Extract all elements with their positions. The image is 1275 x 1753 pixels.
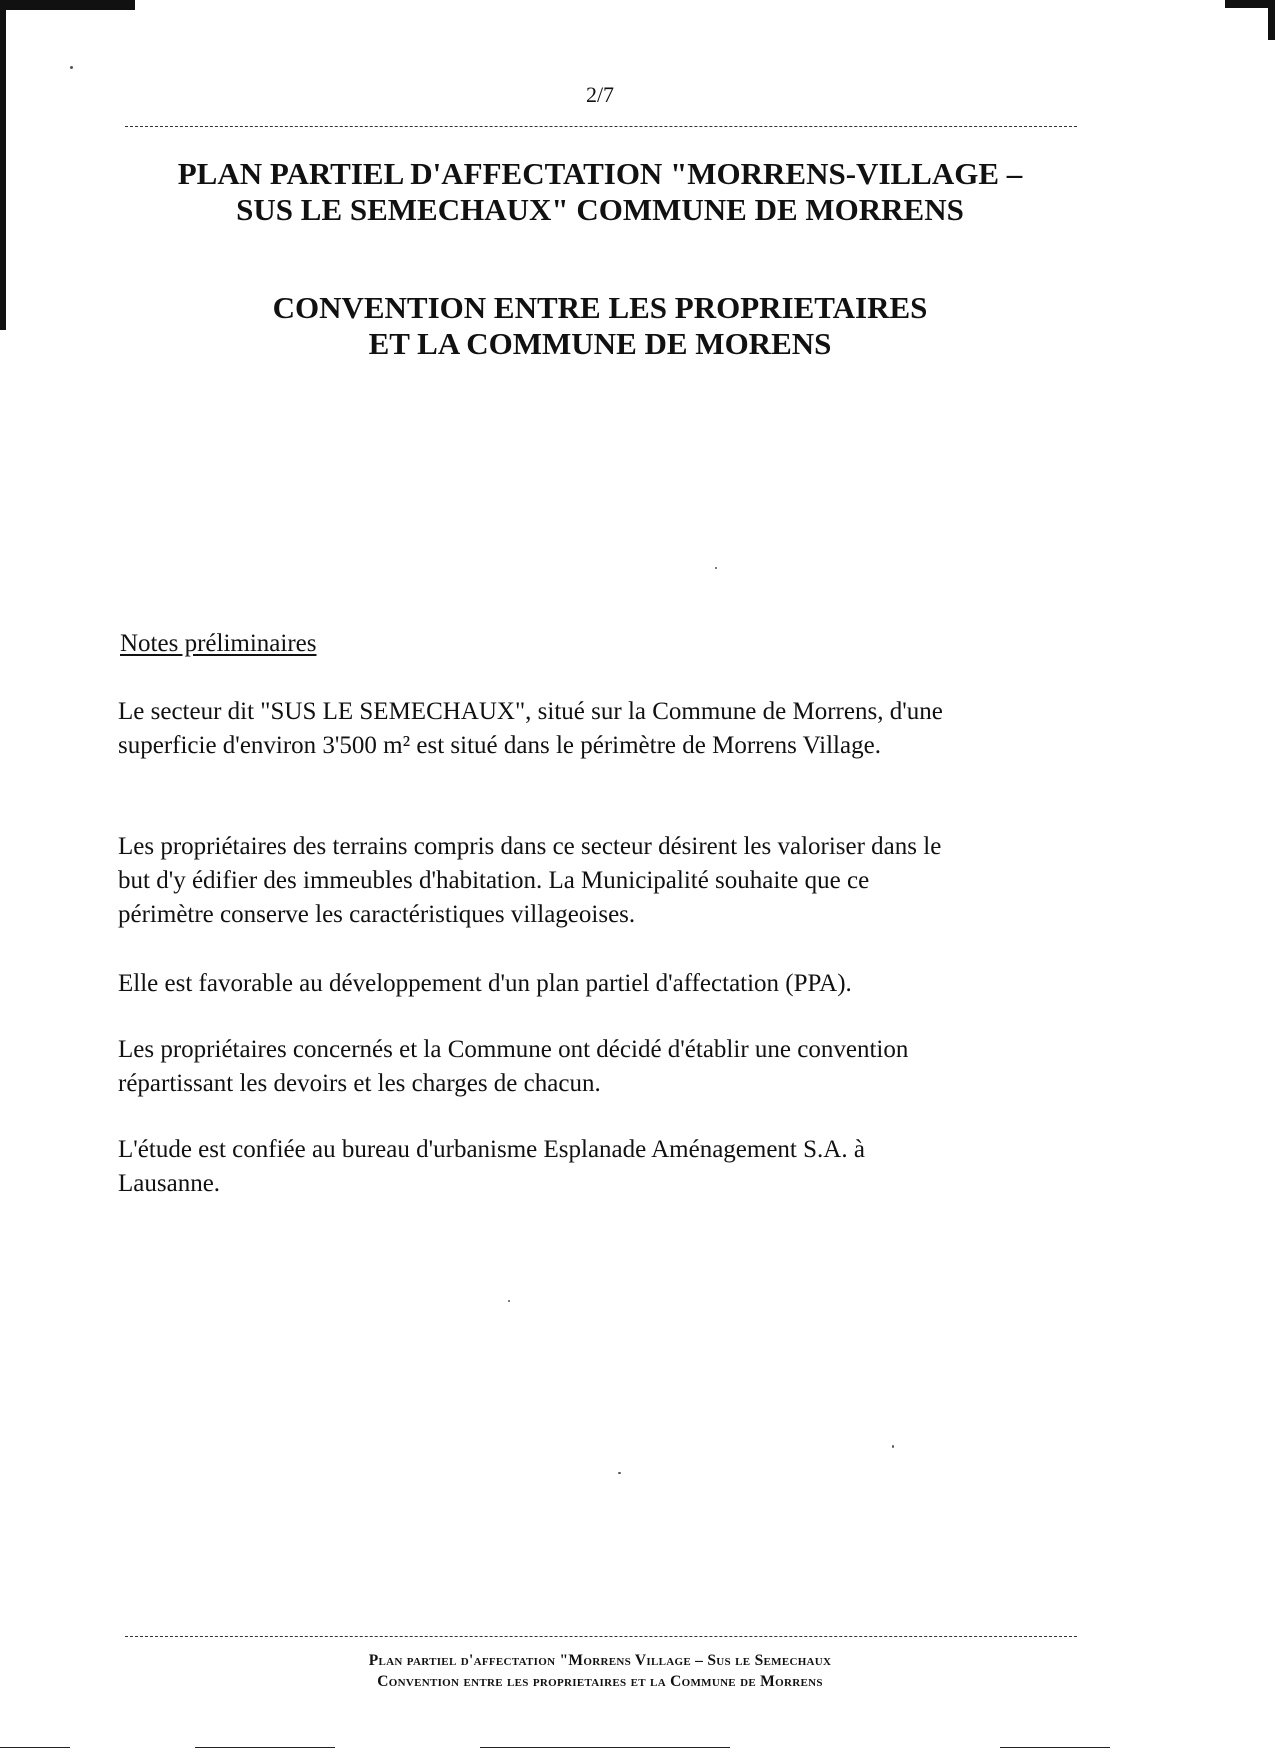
bottom-rule — [480, 1747, 730, 1748]
paragraph-line: périmètre conserve les caractéristiques villageoises. — [118, 901, 636, 928]
scan-speck — [70, 66, 73, 69]
footer-divider — [125, 1636, 1077, 1637]
scan-speck — [618, 1472, 621, 1474]
subtitle-line: CONVENTION ENTRE LES PROPRIETAIRES — [272, 290, 928, 325]
paragraph-line: Les propriétaires des terrains compris dans ce secteur désirent les valoriser dans le — [118, 833, 942, 860]
paragraph-line: Le secteur dit "SUS LE SEMECHAUX", situé sur la Commune de Morrens, d'une — [118, 698, 943, 725]
paragraph-line: Les propriétaires concernés et la Commune ont décidé d'établir une convention — [118, 1036, 909, 1063]
paragraph — [118, 830, 1088, 932]
bottom-rule — [0, 1747, 70, 1748]
paragraph — [118, 695, 1088, 763]
paragraph-line: répartissant les devoirs et les charges de chacun. — [118, 1070, 601, 1097]
title-line: SUS LE SEMECHAUX" COMMUNE DE MORRENS — [236, 192, 964, 227]
bottom-rule — [1000, 1747, 1110, 1748]
paragraph-line: Lausanne. — [118, 1170, 221, 1197]
header-divider — [125, 126, 1077, 127]
scan-edge-right — [1268, 0, 1275, 40]
scan-speck — [892, 1445, 894, 1448]
paragraph — [118, 967, 1088, 1001]
scan-edge-top-left — [0, 0, 135, 10]
paragraph-line: but d'y édifier des immeubles d'habitation. La Municipalité souhaite que ce — [118, 867, 870, 894]
subtitle-line: ET LA COMMUNE DE MORENS — [368, 326, 832, 361]
footer-line: Plan partiel d'affectation "Morrens Village – Sus le Semechaux — [368, 1652, 832, 1669]
footer-line: Convention entre les proprietaires et la Commune de Morrens — [377, 1673, 823, 1690]
paragraph-line: L'étude est confiée au bureau d'urbanisme Esplanade Aménagement S.A. à — [118, 1136, 865, 1163]
page-number: 2/7 — [585, 82, 615, 107]
paragraph — [118, 1133, 1088, 1201]
title-line: PLAN PARTIEL D'AFFECTATION "MORRENS-VILLAGE – — [177, 156, 1023, 191]
scan-speck — [508, 1300, 510, 1302]
bottom-rule — [195, 1747, 335, 1748]
paragraph — [118, 1033, 1088, 1101]
section-heading: Notes préliminaires — [120, 630, 317, 657]
paragraph-line: superficie d'environ 3'500 m² est situé dans le périmètre de Morrens Village. — [118, 732, 881, 759]
document-subtitle — [0, 290, 1200, 362]
paragraph-line: Elle est favorable au développement d'un plan partiel d'affectation (PPA). — [118, 970, 852, 997]
scan-speck — [715, 567, 717, 569]
footer — [0, 1650, 1200, 1692]
document-title — [0, 156, 1200, 228]
